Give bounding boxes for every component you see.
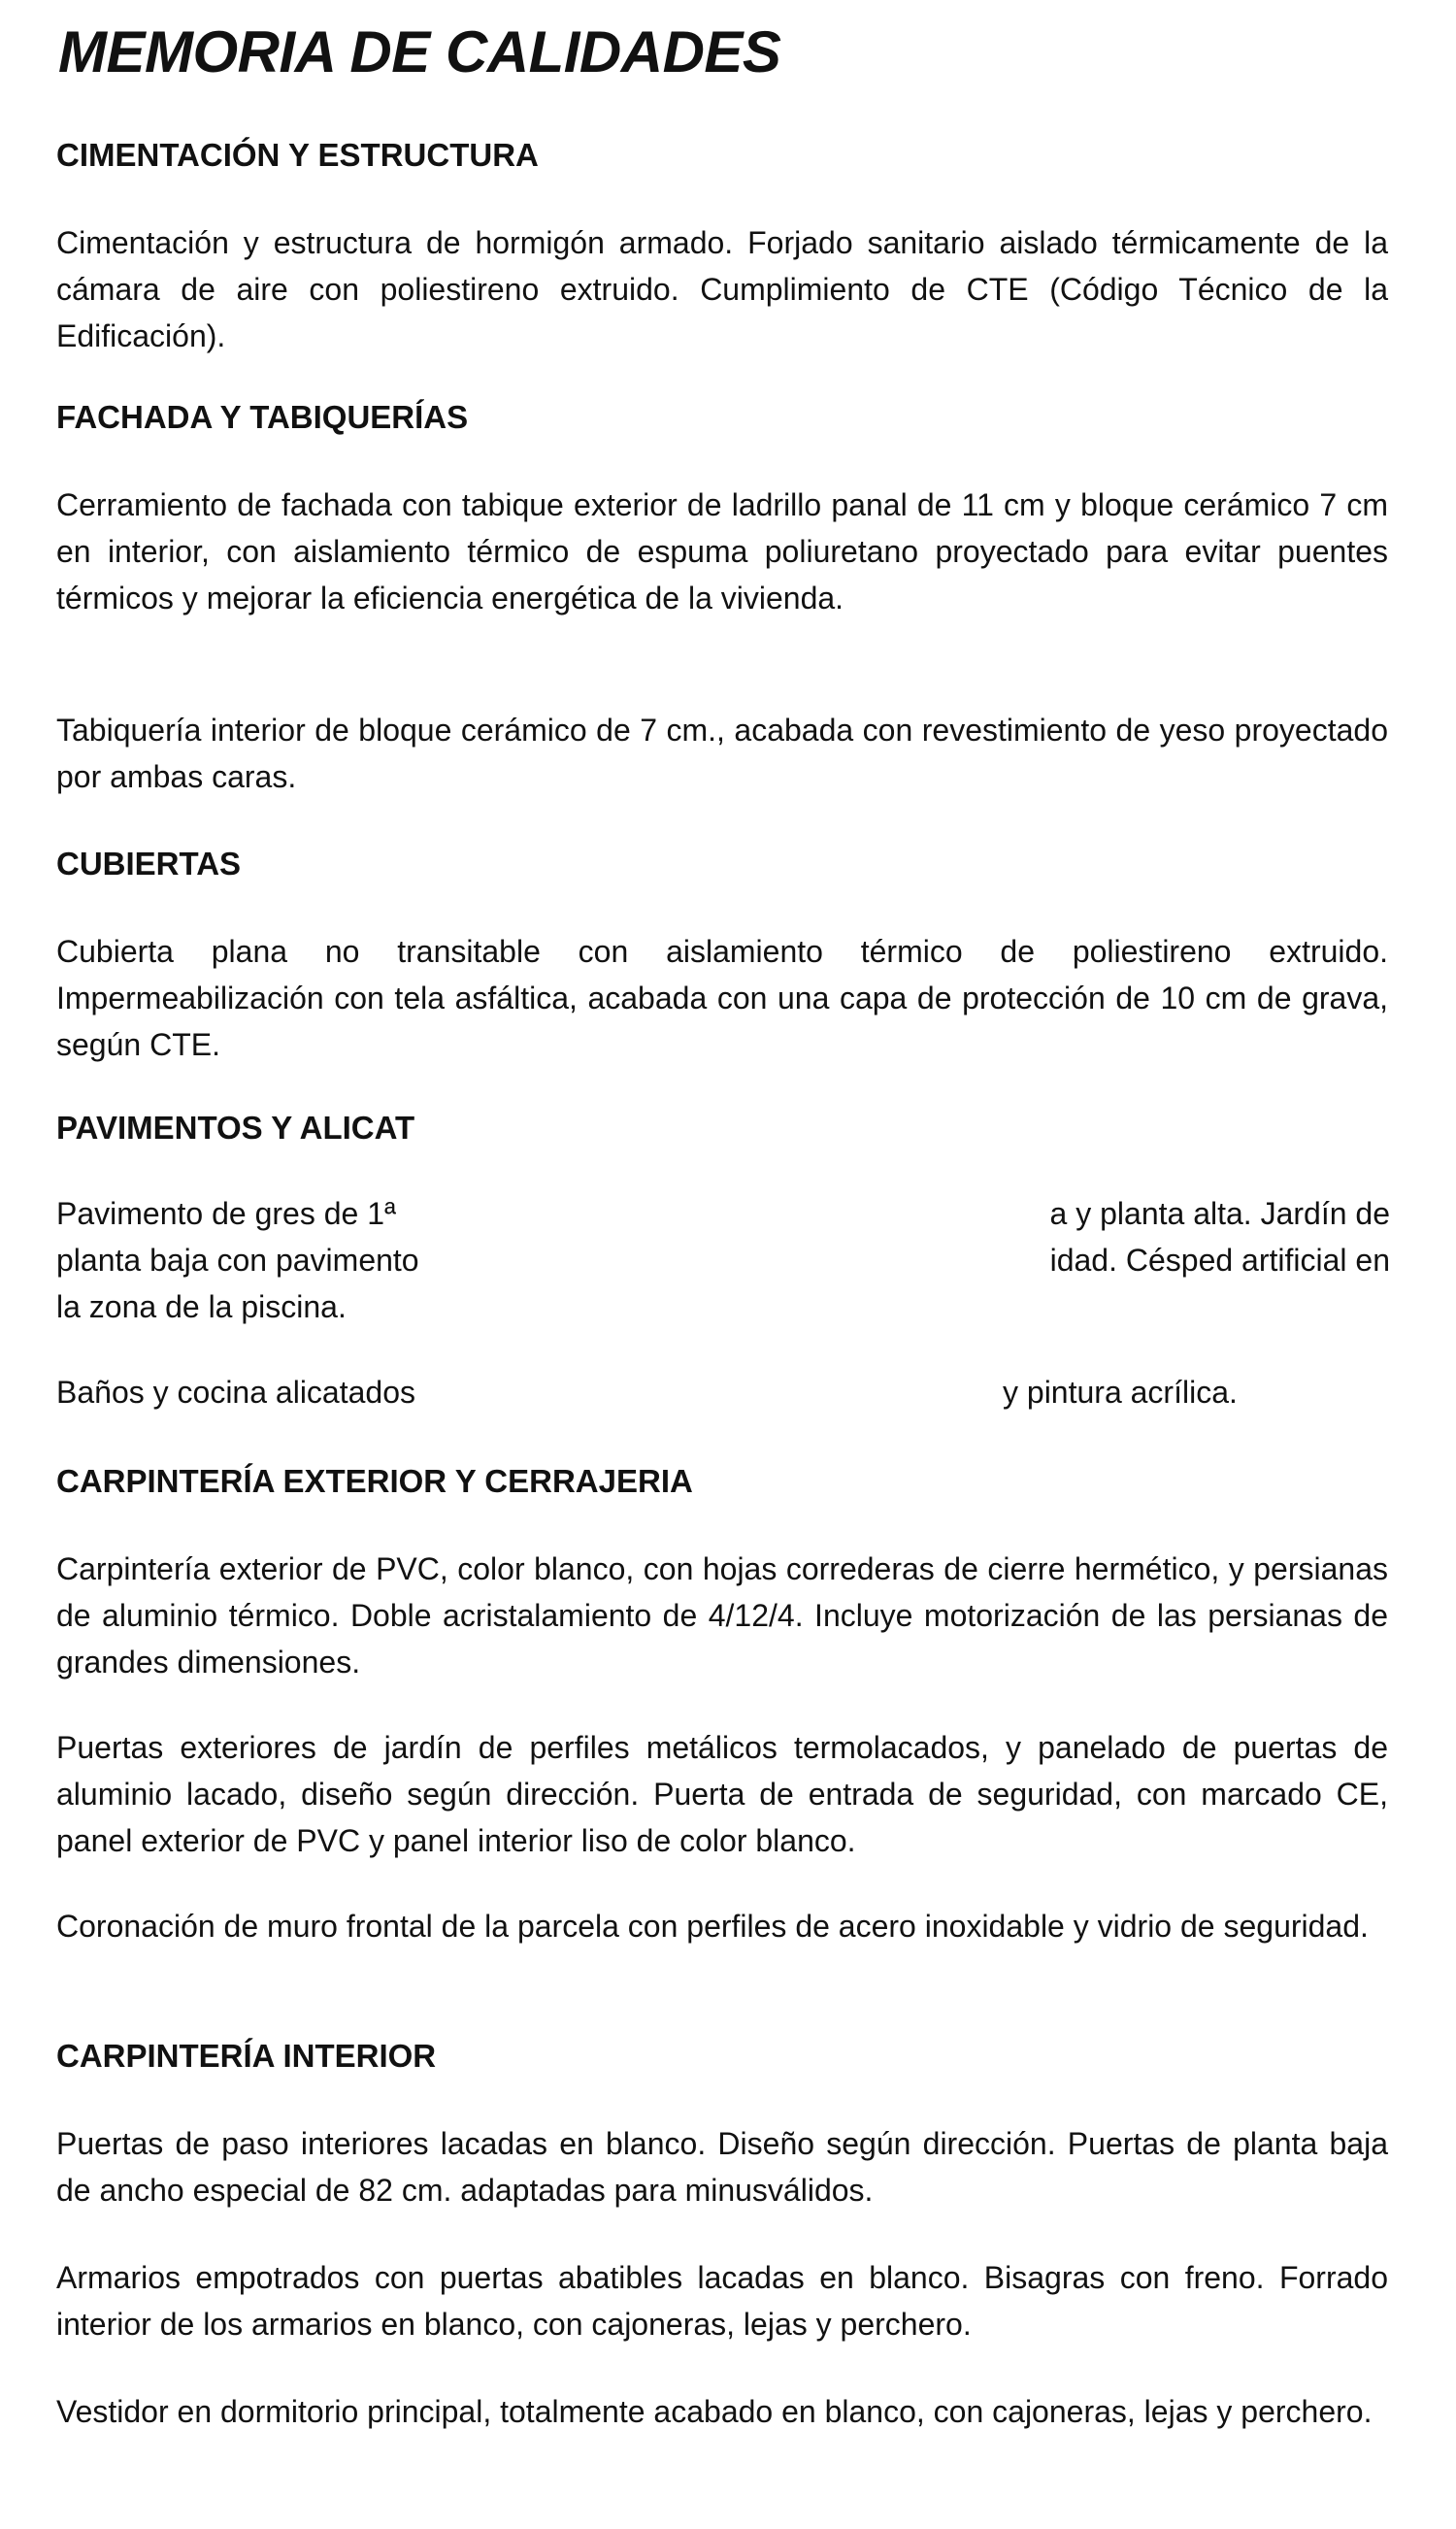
paragraph-pavimentos-1-line-1-right: a y planta alta. Jardín de — [1049, 1196, 1390, 1231]
paragraph-pavimentos-1-line-3: la zona de la piscina. — [56, 1289, 347, 1324]
paragraph-cubiertas-1: Cubierta plana no transitable con aislamiento térmico de poliestireno extruido. Impermeabilización con tela asfáltica, acabada con una capa de protección de 10 cm de grava, según CTE. — [56, 934, 1388, 1062]
section-heading-cubiertas: CUBIERTAS — [56, 846, 242, 882]
paragraph-pavimentos-1-line-2-right: idad. Césped artificial en — [1049, 1243, 1390, 1278]
paragraph-pavimentos-2-right: y pintura acrílica. — [1003, 1375, 1238, 1410]
paragraph-carpinteria-interior-1: Puertas de paso interiores lacadas en blanco. Diseño según dirección. Puertas de planta baja de ancho especial de 82 cm. adaptadas para minusválidos. — [56, 2126, 1388, 2208]
section-heading-pavimentos: PAVIMENTOS Y ALICAT — [56, 1110, 415, 1146]
paragraph-carpinteria-interior-2: Armarios empotrados con puertas abatibles lacadas en blanco. Bisagras con freno. Forrado interior de los armarios en blanco, con cajoneras, lejas y perchero. — [56, 2260, 1388, 2342]
paragraph-carpinteria-interior-3: Vestidor en dormitorio principal, totalmente acabado en blanco, con cajoneras, lejas y perchero. — [56, 2394, 1373, 2429]
section-heading-carpinteria-exterior: CARPINTERÍA EXTERIOR Y CERRAJERIA — [56, 1463, 693, 1499]
paragraph-carpinteria-exterior-1: Carpintería exterior de PVC, color blanco, con hojas correderas de cierre hermético, y persianas de aluminio térmico. Doble acristalamiento de 4/12/4. Incluye motorización de las persianas de grandes dimensiones. — [56, 1551, 1388, 1680]
blank-occluder-line-2 — [470, 1241, 994, 1291]
paragraph-pavimentos-2-left: Baños y cocina alicatados — [56, 1375, 415, 1410]
paragraph-pavimentos-1-line-1-left: Pavimento de gres de 1ª — [56, 1196, 396, 1231]
paragraph-cimentacion-1: Cimentación y estructura de hormigón armado. Forjado sanitario aislado térmicamente de la cámara de aire con poliestireno extruido. Cumplimiento de CTE (Código Técnico de la Edificación). — [56, 225, 1388, 353]
blank-occluder-line-1 — [470, 1186, 998, 1241]
section-heading-carpinteria-interior: CARPINTERÍA INTERIOR — [56, 2038, 437, 2074]
blank-occluder-heading — [470, 1101, 994, 1159]
section-heading-fachada: FACHADA Y TABIQUERÍAS — [56, 399, 469, 435]
paragraph-fachada-1: Cerramiento de fachada con tabique exterior de ladrillo panal de 11 cm y bloque cerámico 7 cm en interior, con aislamiento térmico de espuma poliuretano proyectado para evitar puentes térmicos y mejorar la eficiencia energética de la vivienda. — [56, 487, 1388, 616]
paragraph-fachada-2: Tabiquería interior de bloque cerámico de 7 cm., acabada con revestimiento de yeso proyectado por ambas caras. — [56, 713, 1388, 794]
document-title: MEMORIA DE CALIDADES — [58, 19, 781, 84]
paragraph-pavimentos-1-line-2-left: planta baja con pavimento — [56, 1243, 419, 1278]
section-heading-cimentacion: CIMENTACIÓN Y ESTRUCTURA — [56, 137, 539, 173]
paragraph-carpinteria-exterior-2: Puertas exteriores de jardín de perfiles metálicos termolacados, y panelado de puertas de aluminio lacado, diseño según dirección. Puerta de entrada de seguridad, con marcado CE, panel exterior de PVC y panel interior liso de color blanco. — [56, 1730, 1388, 1858]
paragraph-carpinteria-exterior-3: Coronación de muro frontal de la parcela con perfiles de acero inoxidable y vidrio de seguridad. — [56, 1909, 1369, 1944]
